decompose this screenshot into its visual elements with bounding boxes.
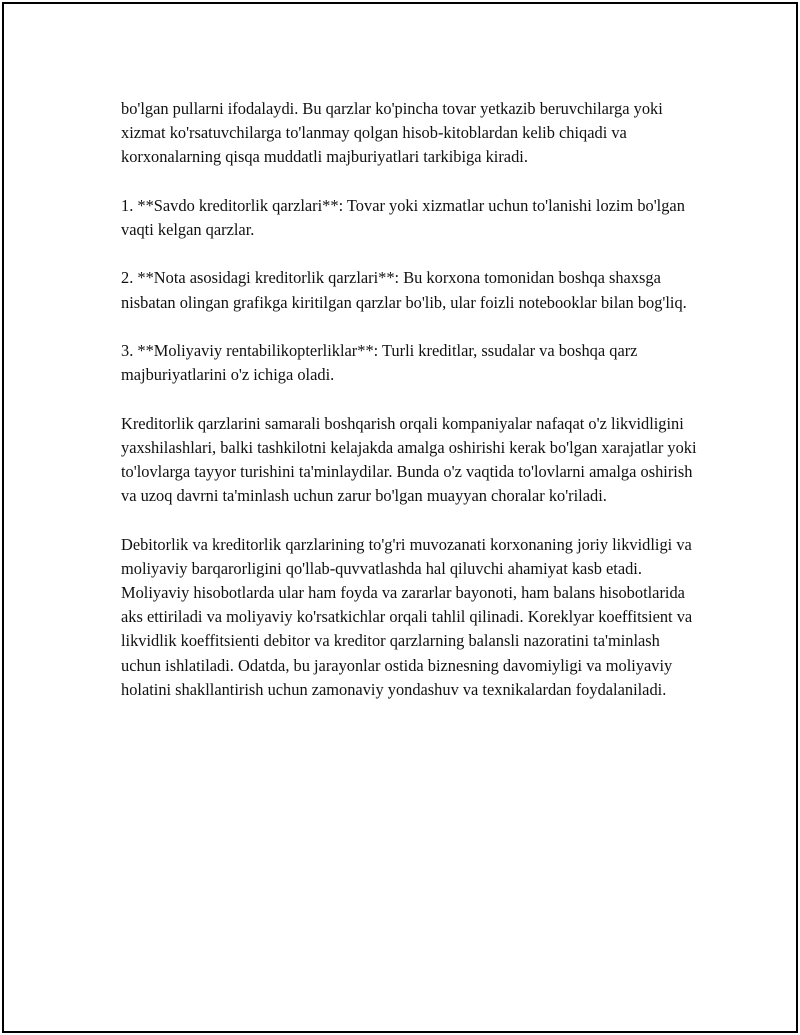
- paragraph-management: Kreditorlik qarzlarini samarali boshqarish orqali kompaniyalar nafaqat o'z likvidligini yaxshilashlari, balki tashkilotni kelajakda amalga oshirishi kerak bo'lgan xarajatlar yoki to'lovlarga tayyor turishini ta'minlaydilar. Bunda o'z vaqtida to'lovlarni amalga oshirish va uzoq davrni ta'minlash uchun zarur bo'lgan muayyan choralar ko'riladi.: [121, 413, 697, 506]
- paragraph-intro: bo'lgan pullarni ifodalaydi. Bu qarzlar ko'pincha tovar yetkazib beruvchilarga yoki xizmat ko'rsatuvchilarga to'lanmay qolgan hisob-kitoblardan kelib chiqadi va korxonalarning qisqa muddatli majburiyatlari tarkibiga kiradi.: [121, 99, 663, 167]
- list-item-note-payables: 2. **Nota asosidagi kreditorlik qarzlari**: Bu korxona tomonidan boshqa shaxsga nisbatan olingan grafikga kiritilgan qarzlar bo'lib, ular foizli notebooklar bilan bog'liq.: [121, 268, 687, 312]
- list-item-financial-liabilities: 3. **Moliyaviy rentabilikopterliklar**: Turli kreditlar, ssudalar va boshqa qarz majburiyatlarini o'z ichiga oladi.: [121, 340, 638, 385]
- document-page: [2, 2, 798, 1033]
- paragraph-balance: Debitorlik va kreditorlik qarzlarining to'g'ri muvozanati korxonaning joriy likvidligi va moliyaviy barqarorligini qo'llab-quvvatlashda hal qiluvchi ahamiyat kasb etadi. Moliyaviy hisobotlarda ular ham foyda va zararlar bayonoti, ham balans hisobotlarida aks ettiriladi va moliyaviy ko'rsatkichlar orqali tahlil qilinadi. Koreklyar koeffitsient va likvidlik koeffitsienti debitor va kreditor qarzlarning balansli nazoratini ta'minlash uchun ishlatiladi. Odatda, bu jarayonlar ostida biznesning davomiyligi va moliyaviy holatini shakllantirish uchun zamonaviy yondashuv va texnikalardan foydalaniladi.: [121, 534, 693, 699]
- list-item-trade-payables: 1. **Savdo kreditorlik qarzlari**: Tovar yoki xizmatlar uchun to'lanishi lozim bo'lgan vaqti kelgan qarzlar.: [121, 195, 685, 239]
- document-body: [121, 97, 701, 702]
